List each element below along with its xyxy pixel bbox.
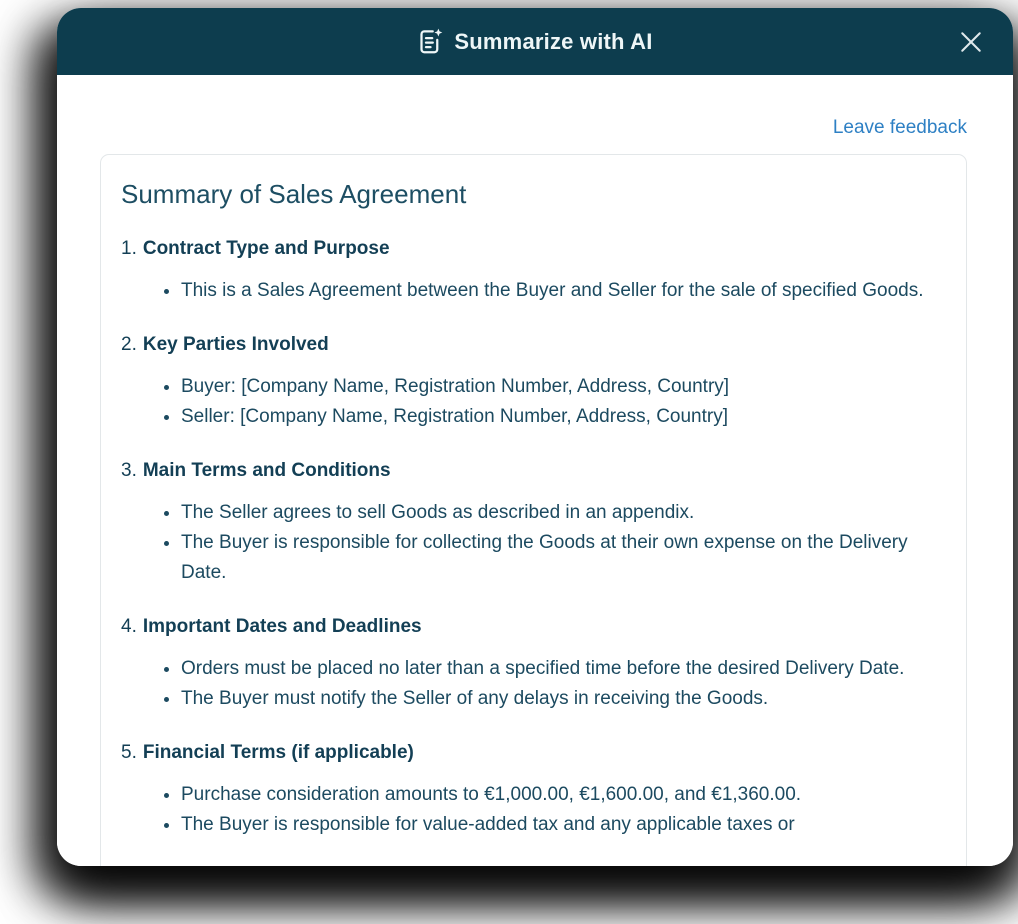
summary-section-3	[121, 460, 946, 588]
summary-section-2	[121, 334, 946, 432]
bullet-item: • The Seller agrees to sell Goods as described in an appendix.	[181, 498, 946, 528]
summarize-ai-modal	[57, 8, 1013, 866]
section-heading	[121, 616, 946, 638]
summarize-document-icon	[417, 28, 444, 55]
bullet-list	[121, 780, 946, 840]
section-number: 4.	[121, 616, 137, 637]
bullet-item: • The Buyer is responsible for collecting the Goods at their own expense on the Delivery Date.	[181, 528, 946, 588]
section-heading	[121, 334, 946, 356]
section-heading	[121, 742, 946, 764]
bullet-item: • Seller: [Company Name, Registration Number, Address, Country]	[181, 402, 946, 432]
bullet-list	[121, 654, 946, 714]
section-title: Contract Type and Purpose	[142, 238, 390, 259]
section-number: 3.	[121, 460, 137, 481]
section-title: Important Dates and Deadlines	[142, 616, 422, 637]
modal-title: Summarize with AI	[454, 28, 653, 54]
bullet-item: • Orders must be placed no later than a specified time before the desired Delivery Date.	[181, 654, 946, 684]
bullet-list	[121, 372, 946, 432]
section-number: 5.	[121, 742, 137, 763]
section-title: Key Parties Involved	[142, 334, 329, 355]
close-button[interactable]	[951, 22, 991, 62]
bullet-list	[121, 498, 946, 588]
summary-section-5	[121, 742, 946, 840]
section-heading	[121, 238, 946, 260]
section-number: 1.	[121, 238, 137, 259]
bullet-item: • The Buyer is responsible for value-added tax and any applicable taxes or	[181, 810, 946, 840]
close-icon	[956, 27, 986, 57]
summary-section-1	[121, 238, 946, 306]
bullet-item: • Buyer: [Company Name, Registration Number, Address, Country]	[181, 372, 946, 402]
feedback-row	[100, 117, 967, 139]
section-title: Main Terms and Conditions	[142, 460, 391, 481]
summary-section-4	[121, 616, 946, 714]
bullet-item: • The Buyer must notify the Seller of any delays in receiving the Goods.	[181, 684, 946, 714]
modal-header	[57, 8, 1013, 75]
leave-feedback-link[interactable]: Leave feedback	[832, 117, 967, 138]
section-number: 2.	[121, 334, 137, 355]
summary-card	[100, 154, 967, 866]
summary-title: Summary of Sales Agreement	[121, 179, 467, 209]
section-heading	[121, 460, 946, 482]
modal-body	[57, 117, 1013, 866]
section-title: Financial Terms (if applicable)	[142, 742, 414, 763]
bullet-list	[121, 276, 946, 306]
bullet-item: • This is a Sales Agreement between the Buyer and Seller for the sale of specified Goods.	[181, 276, 946, 306]
bullet-item: • Purchase consideration amounts to €1,000.00, €1,600.00, and €1,360.00.	[181, 780, 946, 810]
